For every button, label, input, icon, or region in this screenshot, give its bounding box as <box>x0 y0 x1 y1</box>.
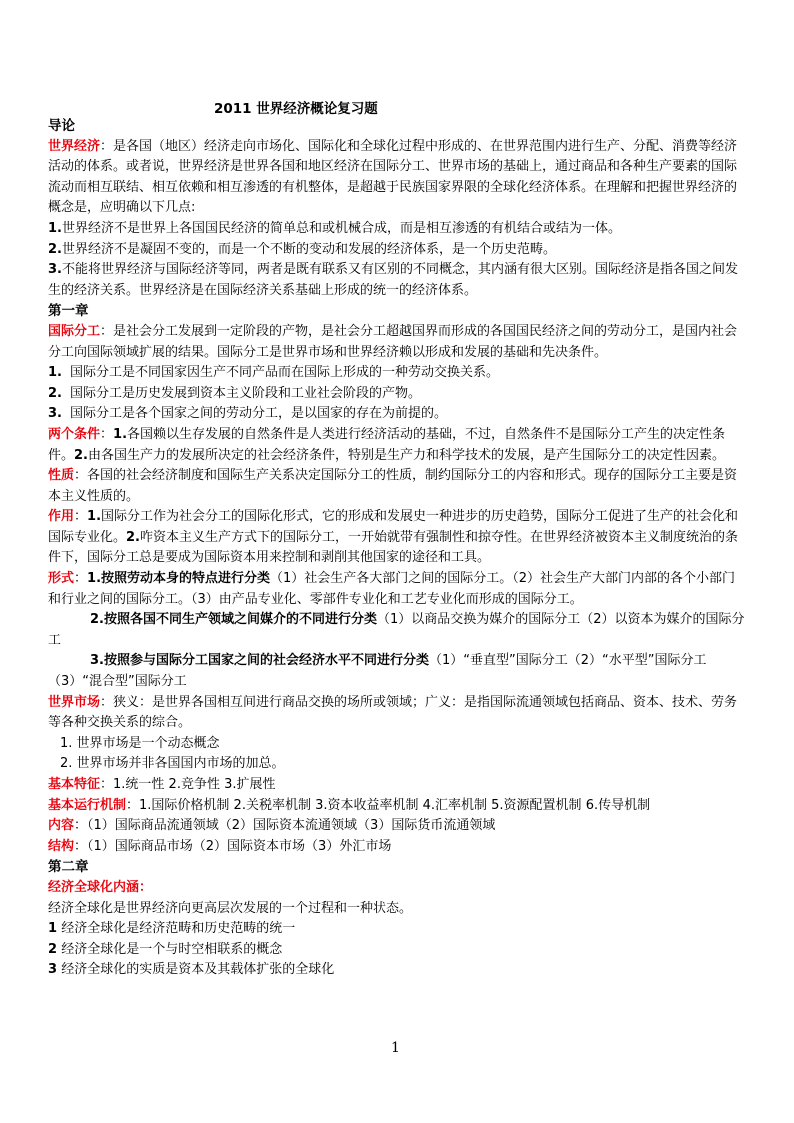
paragraph-role: 作用：1.国际分工作为社会分工的国际化形式，它的形成和发展史一种进步的历史趋势，国际分工促进了生产的社会化和国际专业化。2.咋资本主义生产方式下的国际分工，一开始就带有强制性和掠夺性。在世界经济被资本主义制度统治的条件下，国际分工总是要成为国际资本用来控制和剥削其他国家的途径和工具。 <box>48 509 739 566</box>
list-item: 2.世界经济不是凝固不变的，而是一个不断的变动和发展的经济体系，是一个历史范畴。 <box>48 241 556 257</box>
section-heading-chapter2: 第二章 <box>48 859 89 876</box>
paragraph-globalization-heading: 经济全球化内涵： <box>48 879 153 895</box>
paragraph-division: 国际分工：是社会分工发展到一定阶段的产物，是社会分工超越国界而形成的各国国民经济之间的劳动分工，是国内社会分工向国际领域扩展的结果。国际分工是世界市场和世界经济赖以形成和发展的基础和先决条件。 <box>48 323 738 360</box>
list-item: 2 经济全球化是一个与时空相联系的概念 <box>48 941 283 957</box>
term-world-market: 世界市场 <box>48 694 101 710</box>
paragraph-nature: 性质：各国的社会经济制度和国际生产关系决定国际分工的性质，制约国际分工的内容和形式。现存的国际分工主要是资本主义性质的。 <box>48 468 738 504</box>
term-globalization: 经济全球化内涵 <box>48 879 140 895</box>
list-item: 1. 国际分工是不同国家因生产不同产品而在国际上形成的一种劳动交换关系。 <box>48 365 500 381</box>
page-number: 1 <box>391 1040 400 1056</box>
list-item: 3.不能将世界经济与国际经济等同，两者是既有联系又有区别的不同概念，其内涵有很大区别。国际经济是指各国之间发生的经济关系。世界经济是在国际经济关系基础上形成的统一的经济体系。 <box>48 262 738 298</box>
paragraph-structure: 结构：（1）国际商品市场（2）国际资本市场（3）外汇市场 <box>48 838 392 854</box>
paragraph-content: 内容：（1）国际商品流通领域（2）国际资本流通领域（3）国际货币流通领域 <box>48 818 496 834</box>
list-item: 1.世界经济不是世界上各国国民经济的简单总和或机械合成，而是相互渗透的有机结合或结为一体。 <box>48 220 621 236</box>
paragraph-mechanism: 基本运行机制：1.国际价格机制 2.关税率机制 3.资本收益率机制 4.汇率机制 5.资源配置机制 6.传导机制 <box>48 797 651 813</box>
list-item: 3. 国际分工是各个国家之间的劳动分工，是以国家的存在为前提的。 <box>48 406 448 422</box>
term-structure: 结构 <box>48 838 75 854</box>
section-heading-intro: 导论 <box>48 118 75 134</box>
paragraph-globalization: 经济全球化是世界经济向更高层次发展的一个过程和一种状态。 <box>48 900 413 916</box>
paragraph-forms-3: 3.按照参与国际分工国家之间的社会经济水平不同进行分类（1）“垂直型”国际分工（2）“水平型”国际分工（3）“混合型”国际分工 <box>48 653 707 690</box>
term-conditions: 两个条件 <box>48 426 101 442</box>
paragraph-forms-2: 2.按照各国不同生产领域之间媒介的不同进行分类（1）以商品交换为媒介的国际分工（2）以资本为媒介的国际分工 <box>48 612 745 648</box>
term-nature: 性质 <box>48 468 75 484</box>
term-mechanism: 基本运行机制 <box>48 797 127 813</box>
term-features: 基本特征 <box>48 777 101 792</box>
list-item: 1 经济全球化是经济范畴和历史范畴的统一 <box>48 921 296 937</box>
term-forms: 形式 <box>48 571 75 587</box>
term-division: 国际分工 <box>48 323 101 339</box>
paragraph-forms: 形式：1.按照劳动本身的特点进行分类（1）社会生产各大部门之间的国际分工。（2）社会生产大部门内部的各个小部门和行业之间的国际分工。（3）由产品专业化、零部件专业化和工艺专业化而形成的国际分工。 <box>48 571 736 607</box>
list-item: 2. 国际分工是历史发展到资本主义阶段和工业社会阶段的产物。 <box>48 385 422 401</box>
document-title: 2011 世界经济概论复习题 <box>214 101 378 117</box>
section-heading-chapter1: 第一章 <box>48 303 89 320</box>
list-item: 3 经济全球化的实质是资本及其载体扩张的全球化 <box>48 962 335 978</box>
paragraph-features: 基本特征：1.统一性 2.竞争性 3.扩展性 <box>48 777 276 792</box>
paragraph-world-economy: 世界经济：是各国（地区）经济走向市场化、国际化和全球化过程中形成的、在世界范围内进行生产、分配、消费等经济活动的体系。或者说，世界经济是世界各国和地区经济在国际分工、世界市场的基础上，通过商品和各种生产要素的国际流动而相互联结、相互依赖和相互渗透的有机整体，是超越于民族国家界限的全球化经济体系。在理解和把握世界经济的概念是，应明确以下几点: <box>48 138 738 216</box>
term-role: 作用 <box>48 509 75 525</box>
list-item: 2. 世界市场并非各国国内市场的加总。 <box>60 756 285 772</box>
paragraph-world-market: 世界市场：狭义：是世界各国相互间进行商品交换的场所或领域；广义：是指国际流通领域包括商品、资本、技术、劳务等各种交换关系的综合。 <box>48 694 738 731</box>
list-item: 1. 世界市场是一个动态概念 <box>60 735 220 751</box>
document-body <box>48 116 748 981</box>
term-content: 内容 <box>48 818 75 834</box>
paragraph-conditions: 两个条件：1.各国赖以生存发展的自然条件是人类进行经济活动的基础，不过，自然条件不是国际分工产生的决定性条件。2.由各国生产力的发展所决定的社会经济条件，特别是生产力和科学技术的发展，是产生国际分工的决定性因素。 <box>48 426 726 463</box>
term-world-economy: 世界经济 <box>48 138 101 154</box>
